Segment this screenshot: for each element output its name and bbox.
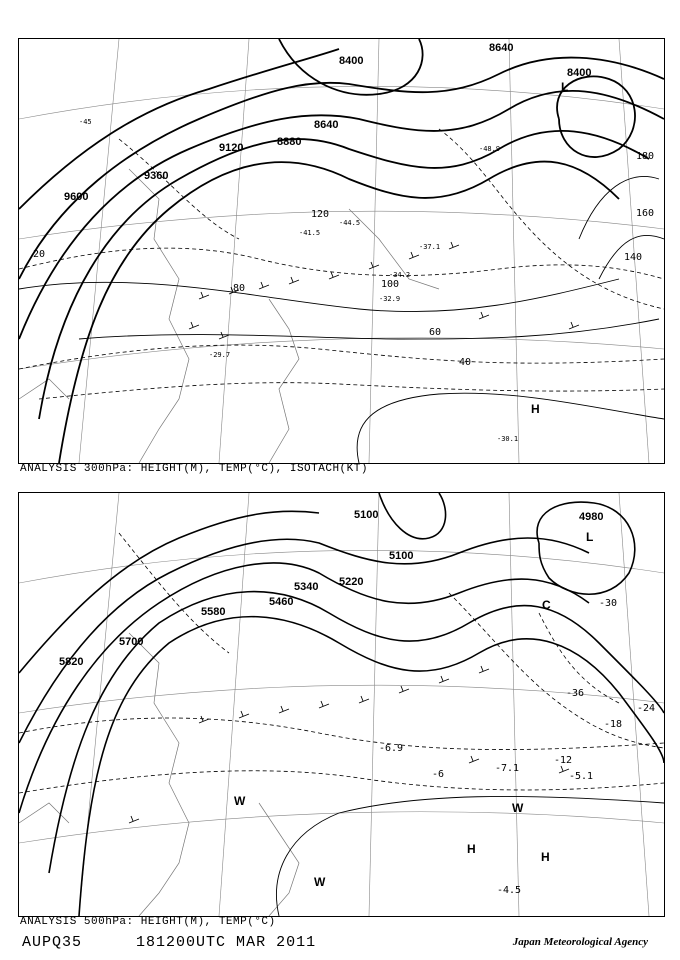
height-label: 5460 bbox=[269, 596, 294, 608]
height-label: 5100 bbox=[354, 509, 379, 521]
product-id: AUPQ35 bbox=[22, 934, 83, 951]
isotach-label: 160 bbox=[636, 208, 655, 219]
map-panel-300hpa bbox=[18, 38, 665, 464]
height-label: 5820 bbox=[59, 656, 84, 668]
height-label: 8640 bbox=[489, 42, 514, 54]
height-label: 8640 bbox=[314, 119, 339, 131]
isotach-label: 80 bbox=[233, 283, 246, 294]
height-label: 8880 bbox=[277, 136, 302, 148]
height-label: 5580 bbox=[201, 606, 226, 618]
valid-time: 181200UTC MAR 2011 bbox=[136, 934, 317, 951]
map-500hpa-canvas bbox=[19, 493, 664, 916]
panel-caption-500hpa: ANALYSIS 500hPa: HEIGHT(M), TEMP(°C) bbox=[20, 916, 276, 928]
warm-center: W bbox=[314, 875, 326, 889]
height-label: 5100 bbox=[389, 550, 414, 562]
high-pressure-center: H bbox=[467, 842, 476, 856]
height-label: 5340 bbox=[294, 581, 319, 593]
height-label: 9600 bbox=[64, 191, 89, 203]
isotach-label-group bbox=[33, 151, 654, 368]
temp-label: -30.1 bbox=[497, 435, 519, 443]
isotach-label: 120 bbox=[311, 209, 330, 220]
low-pressure-center: L bbox=[586, 530, 594, 544]
coastlines bbox=[19, 633, 299, 916]
temp-label: -30 bbox=[599, 598, 618, 609]
height-label: 8400 bbox=[339, 55, 364, 67]
temp-label: -48.9 bbox=[479, 145, 501, 153]
temp-label-group bbox=[379, 598, 655, 896]
panel-caption-300hpa: ANALYSIS 300hPa: HEIGHT(M), TEMP(°C), ISOTACH(KT) bbox=[20, 463, 368, 475]
temp-label: -6.9 bbox=[379, 743, 404, 754]
wind-barbs bbox=[129, 666, 569, 823]
temp-label: -37.1 bbox=[419, 243, 441, 251]
graticule bbox=[19, 493, 664, 916]
thin-contours bbox=[277, 796, 665, 916]
temp-label: -45 bbox=[79, 118, 92, 126]
height-label: 8400 bbox=[567, 67, 592, 79]
high-pressure-center: H bbox=[541, 850, 550, 864]
low-pressure-center: L bbox=[561, 80, 569, 94]
isotach-label: 40 bbox=[459, 357, 472, 368]
high-pressure-center: H bbox=[531, 402, 540, 416]
agency-name: Japan Meteorological Agency bbox=[512, 936, 648, 948]
isotherms bbox=[19, 533, 664, 793]
height-label: 9360 bbox=[144, 170, 169, 182]
height-label: 4980 bbox=[579, 511, 604, 523]
temp-label: -36 bbox=[566, 688, 585, 699]
isotach-label: 20 bbox=[33, 249, 46, 260]
isotach-label: 60 bbox=[429, 327, 442, 338]
warm-center: W bbox=[512, 801, 524, 815]
temp-label: -32.9 bbox=[379, 295, 401, 303]
height-contours bbox=[19, 493, 664, 916]
coastlines bbox=[19, 169, 442, 463]
isotach-label: 180 bbox=[636, 151, 655, 162]
temp-label: -7.1 bbox=[495, 763, 520, 774]
temp-label: -34.2 bbox=[389, 271, 411, 279]
temp-label: -41.5 bbox=[299, 229, 321, 237]
isotach-label: 100 bbox=[381, 279, 400, 290]
warm-center: W bbox=[234, 794, 246, 808]
temp-label: -18 bbox=[604, 719, 623, 730]
temp-label: -5.1 bbox=[569, 771, 594, 782]
wind-barbs bbox=[189, 242, 579, 339]
map-panel-500hpa bbox=[18, 492, 665, 917]
temp-label: -6 bbox=[432, 769, 445, 780]
map-300hpa-canvas bbox=[19, 39, 664, 463]
height-label: 5220 bbox=[339, 576, 364, 588]
temp-label: -44.5 bbox=[339, 219, 361, 227]
temp-label: -12 bbox=[554, 755, 573, 766]
temp-label: -24 bbox=[637, 703, 656, 714]
height-label-group bbox=[59, 509, 603, 668]
isotherms bbox=[19, 129, 664, 399]
height-label: 5700 bbox=[119, 636, 144, 648]
temp-label: -4.5 bbox=[497, 885, 522, 896]
isotach-label: 140 bbox=[624, 252, 643, 263]
product-id-line bbox=[22, 934, 316, 951]
height-label: 9120 bbox=[219, 142, 244, 154]
temp-label: -29.7 bbox=[209, 351, 231, 359]
cold-center: C bbox=[542, 598, 551, 612]
